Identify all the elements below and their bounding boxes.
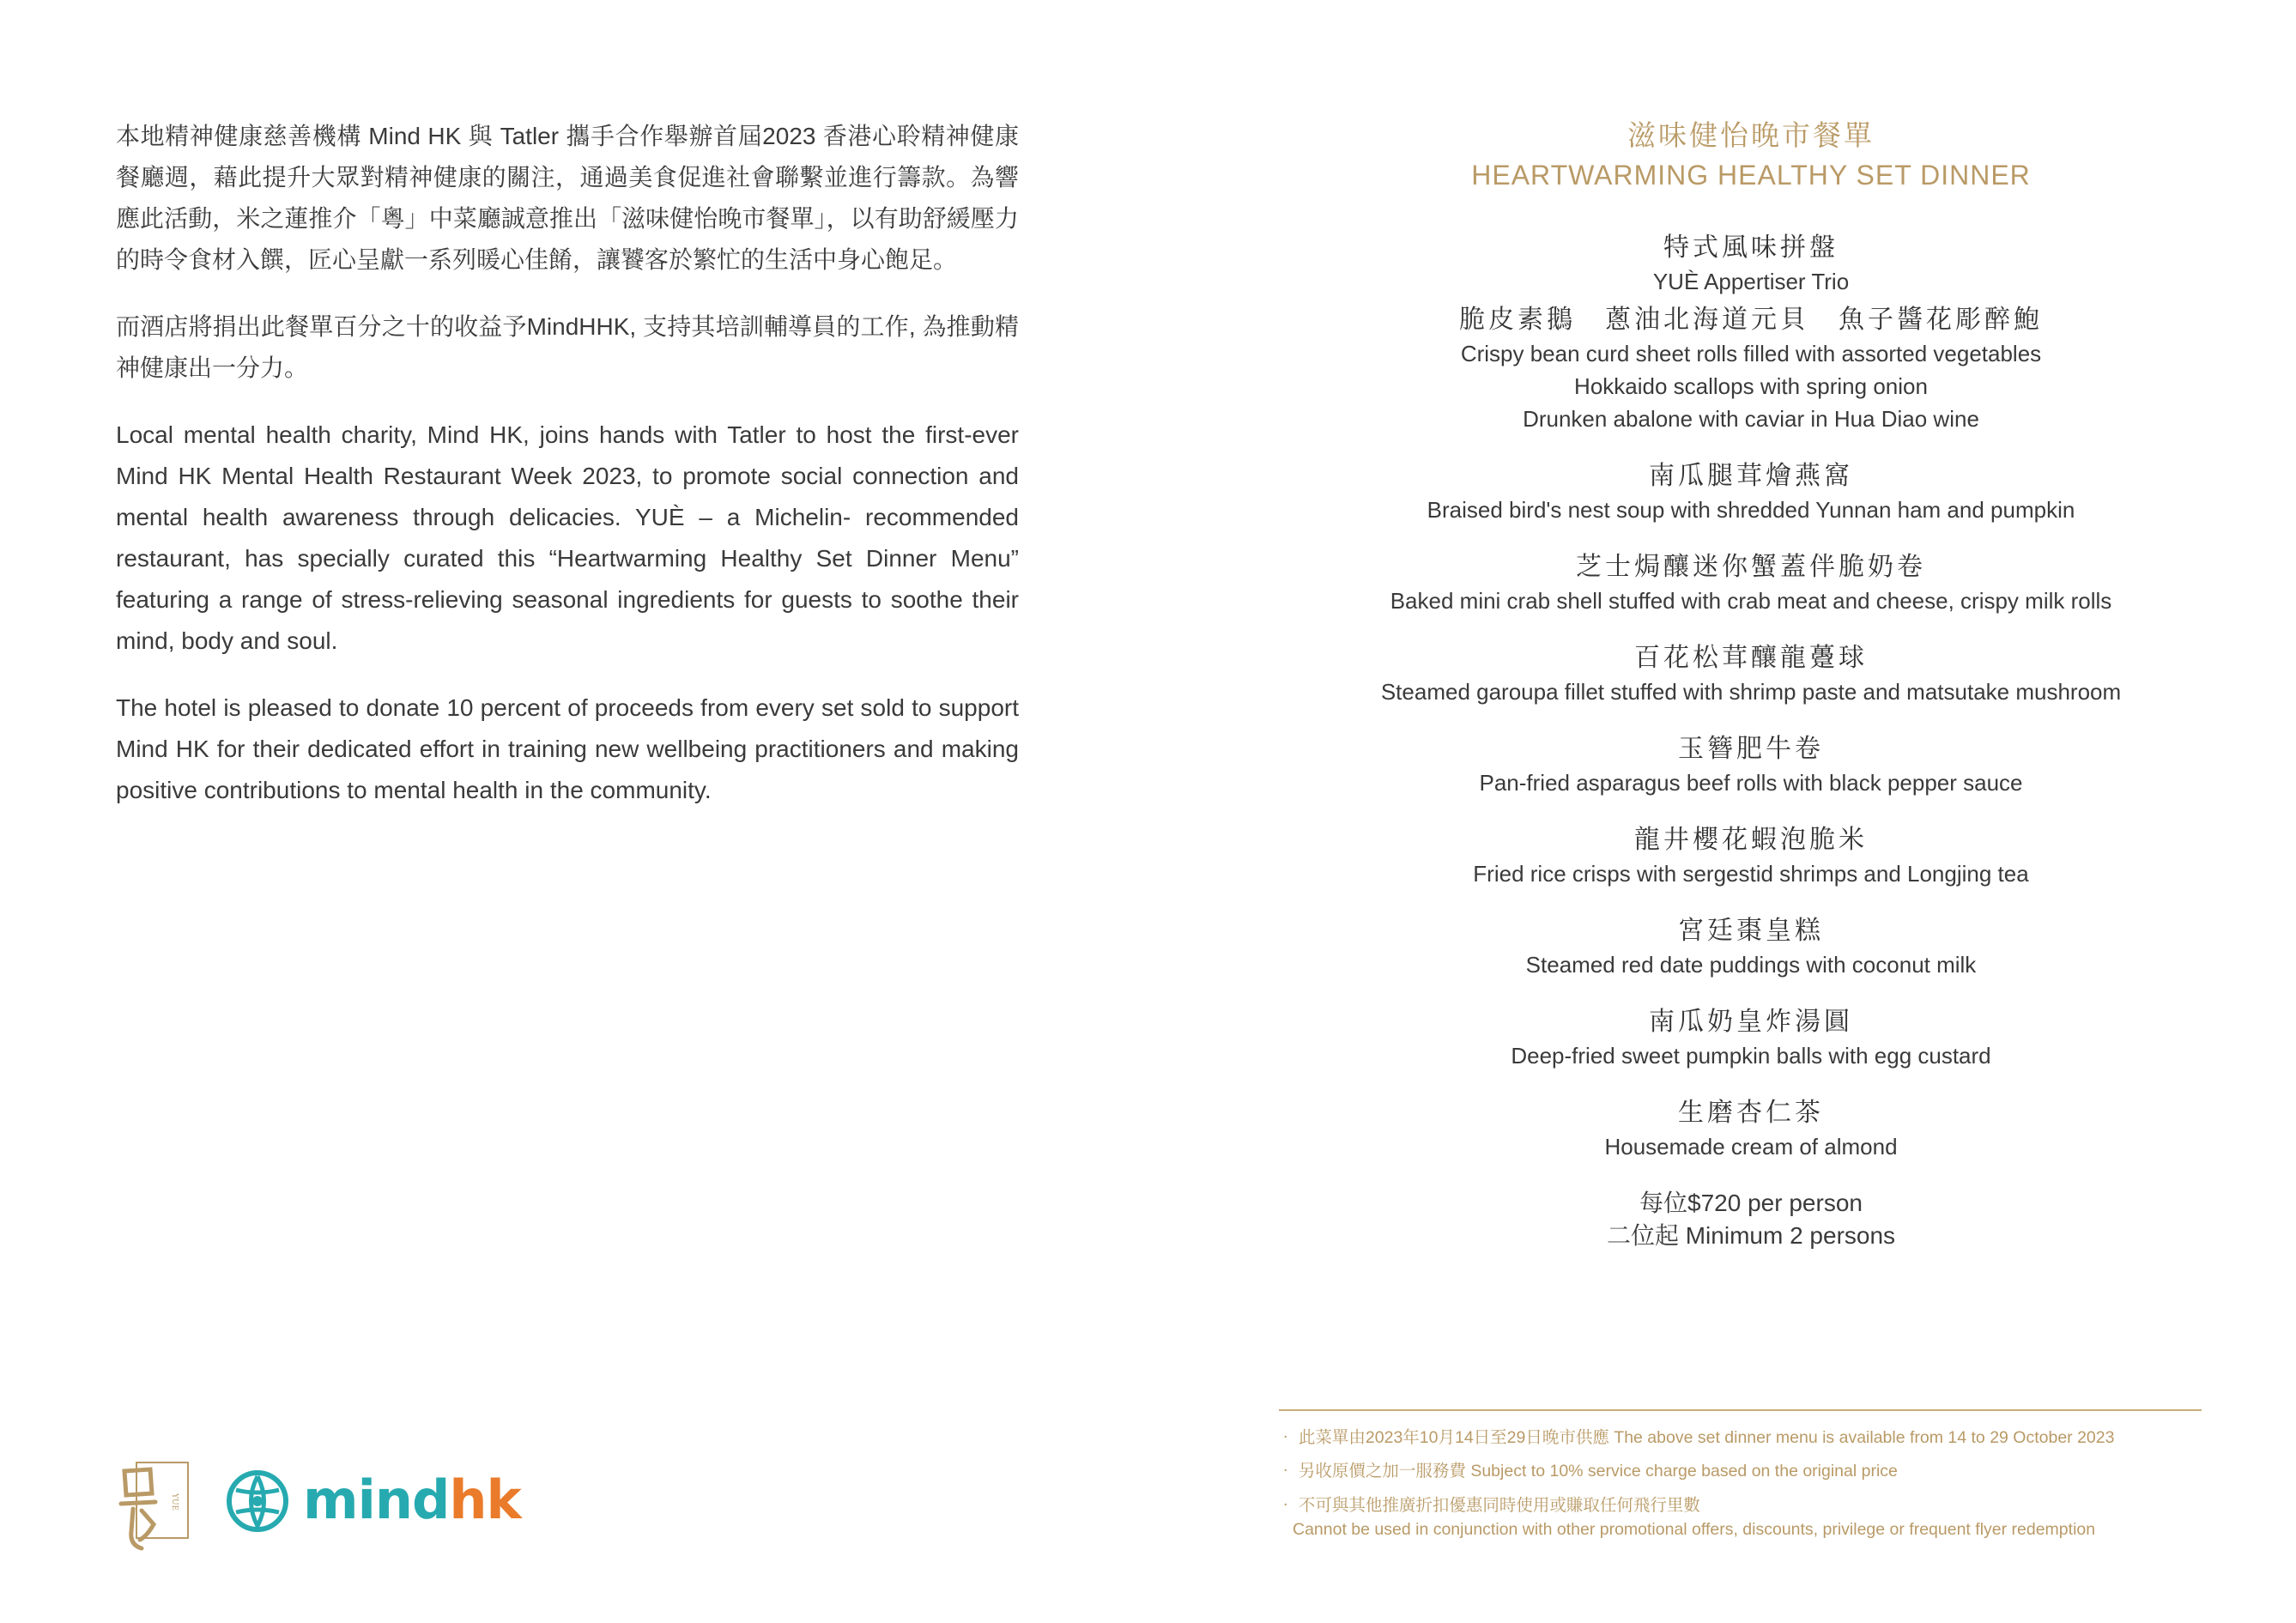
course-en: YUÈ Appertiser Trio: [1652, 269, 1850, 294]
course-en: Housemade cream of almond: [1604, 1134, 1898, 1160]
course-zh: 南瓜奶皇炸湯圓: [1649, 1008, 1853, 1036]
terms-notes: [1277, 1421, 2213, 1541]
mindhk-wordmark: [303, 1466, 521, 1535]
note-availability: ‧ 此菜單由2023年10月14日至29日晚市供應 The above set dinner menu is available from 14 to 29 October 2023: [1277, 1428, 2115, 1447]
footer-divider: [1279, 1409, 2202, 1411]
logos: [116, 1459, 519, 1553]
set-dinner-menu: [1322, 116, 2180, 1252]
course-10: [1322, 1096, 2180, 1163]
mindhk-wordmark-hk: hk: [449, 1469, 521, 1531]
course-en: Steamed garoupa fillet stuffed with shrimp paste and matsutake mushroom: [1380, 679, 2122, 705]
course-en: Steamed red date puddings with coconut milk: [1525, 952, 1977, 978]
intro-en-paragraph-2: The hotel is pleased to donate 10 percent of proceeds from every set sold to support Mind HK for their dedicated effort in training new wellbeing practitioners and making positive contributions to mental health in the community.: [116, 694, 1019, 803]
course-zh: 龍井櫻花蝦泡脆米: [1634, 826, 1868, 854]
course-3: [1322, 459, 2180, 526]
course-zh: 宮廷棗皇糕: [1678, 917, 1824, 945]
course-6: [1322, 732, 2180, 799]
intro-en-paragraph-1: Local mental health charity, Mind HK, joins hands with Tatler to host the first-ever Mind HK Mental Health Restaurant Week 2023, to promote social connection and mental health awareness through delicacies. YUÈ – a Michelin- recommended restaurant, has specially curated this “Heartwarming Healthy Set Dinner Menu” featuring a range of stress-relieving seasonal ingredients for guests to soothe their mind, body and soul.: [116, 421, 1019, 654]
minimum-persons: 二位起 Minimum 2 persons: [1606, 1222, 1896, 1249]
yue-restaurant-logo: [116, 1459, 190, 1552]
course-1: [1322, 231, 2180, 298]
course-5: [1322, 641, 2180, 708]
course-4: [1322, 550, 2180, 617]
yue-logo-text: YUE: [170, 1493, 179, 1511]
course-en: Braised bird's nest soup with shredded Yunnan ham and pumpkin: [1427, 497, 2075, 523]
course-en: Hokkaido scallops with spring onion: [1574, 373, 1928, 399]
menu-title-zh: 滋味健怡晚市餐單: [1627, 119, 1875, 151]
course-zh: 脆皮素鵝 蔥油北海道元貝 魚子醬花彫醉鮑: [1459, 306, 2043, 334]
intro-text-column: [116, 116, 1019, 837]
note-restrictions-zh: ‧ 不可與其他推廣折扣優惠同時使用或賺取任何飛行里數: [1277, 1496, 1700, 1515]
course-en: Deep-fried sweet pumpkin balls with egg custard: [1511, 1043, 1991, 1069]
course-2: [1322, 303, 2180, 435]
course-zh: 芝士焗釀迷你蟹蓋伴脆奶卷: [1576, 553, 1926, 581]
note-restrictions-en: Cannot be used in conjunction with other promotional offers, discounts, privilege or frequent flyer redemption: [1293, 1520, 2096, 1539]
course-zh: 南瓜腿茸燴燕窩: [1649, 462, 1853, 490]
note-restrictions: [1277, 1493, 2213, 1541]
course-en: Baked mini crab shell stuffed with crab meat and cheese, crispy milk rolls: [1390, 588, 2112, 614]
note-service-charge: ‧ 另收原價之加一服務費 Subject to 10% service charge based on the original price: [1277, 1462, 1898, 1481]
course-9: [1322, 1005, 2180, 1072]
course-en: Drunken abalone with caviar in Hua Diao wine: [1523, 406, 1979, 432]
course-zh: 特式風味拼盤: [1663, 233, 1839, 262]
course-en: Crispy bean curd sheet rolls filled with assorted vegetables: [1460, 341, 2042, 366]
course-zh: 玉簪肥牛卷: [1678, 735, 1824, 763]
course-en: Fried rice crisps with sergestid shrimps and Longjing tea: [1473, 861, 2029, 887]
course-8: [1322, 914, 2180, 981]
mindhk-wordmark-mind: mind: [303, 1469, 450, 1531]
mindhk-emblem-icon: [226, 1469, 289, 1533]
course-zh: 生磨杏仁茶: [1678, 1099, 1824, 1127]
course-7: [1322, 823, 2180, 890]
menu-title-en: HEARTWARMING HEALTHY SET DINNER: [1471, 160, 2031, 191]
course-zh: 百花松茸釀龍躉球: [1634, 644, 1868, 672]
course-en: Pan-fried asparagus beef rolls with black pepper sauce: [1479, 770, 2023, 796]
price-per-person: 每位$720 per person: [1639, 1190, 1863, 1216]
intro-zh-paragraph-1: 本地精神健康慈善機構 Mind HK 與 Tatler 攜手合作舉辦首屆2023 香港心聆精神健康餐廳週，藉此提升大眾對精神健康的關注，通過美食促進社會聯繫並進行籌款。為響應此活動，米之蓮推介「粵」中菜廳誠意推出「滋味健怡晚市餐單」，以有助舒緩壓力的時令食材入饌，匠心呈獻一系列暖心佳餚，讓饕客於繁忙的生活中身心飽足。: [116, 123, 1019, 273]
intro-zh-paragraph-2: 而酒店將捐出此餐單百分之十的收益予MindHHK, 支持其培訓輔導員的工作, 為推動精神健康出一分力。: [116, 313, 1019, 381]
